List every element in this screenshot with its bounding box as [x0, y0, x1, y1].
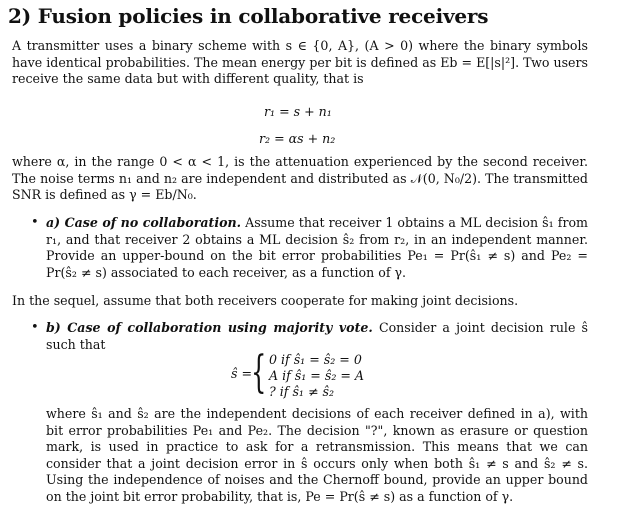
equation-r1: r₁ = s + n₁ — [264, 104, 332, 119]
part-b-text: Consider a joint decision rule ŝ such that — [46, 320, 588, 352]
part-a-label: a) Case of no collaboration. — [46, 215, 242, 230]
section-title: 2) Fusion policies in collaborative receivers — [8, 4, 489, 28]
noise-paragraph: where α, in the range 0 < α < 1, is the attenuation experienced by the second receiver. The noise terms n₁ and n₂ are independent and distributed as 𝒩(0, N₀/2). The transmitted SNR is defined as γ = Eb/N₀. — [12, 154, 588, 202]
decision-case: ? if ŝ₁ ≠ ŝ₂ — [269, 384, 335, 399]
equation-r2: r₂ = αs + n₂ — [259, 131, 336, 146]
part-a-text: Assume that receiver 1 obtains a ML decision ŝ₁ from r₁, and that receiver 2 obtains a ML decision ŝ₂ from r₂, in an independent manner. Provide an upper-bound on the bit error probabilities Pe₁ = Pr(ŝ₁ ≠ s) and Pe₂ = Pr(ŝ₂ ≠ s) associated to each receiver, as a function of γ. — [46, 215, 589, 280]
part-b-paragraph — [46, 320, 588, 353]
sequel-paragraph: In the sequel, assume that both receivers cooperate for making joint decisions. — [12, 293, 519, 308]
left-brace-icon: { — [251, 347, 267, 398]
decision-rule-lhs: ŝ = — [231, 366, 253, 381]
decision-rule — [231, 347, 401, 400]
bullet-icon: • — [31, 320, 39, 335]
decision-case: A if ŝ₁ = ŝ₂ = A — [269, 368, 365, 383]
part-b-paragraph-2: where ŝ₁ and ŝ₂ are the independent decisions of each receiver defined in a), with bit error probabilities Pe₁ and Pe₂. The decision "?", known as erasure or question mark, is used in practice to ask for a retransmission. This means that we can consider that a joint decision error in ŝ occurs only when both ŝ₁ ≠ s and ŝ₂ ≠ s. Using the independence of noises and the Chernoff bound, provide an upper bound on the joint bit error probability, that is, Pe = Pr(ŝ ≠ s) as a function of γ. — [46, 406, 588, 504]
decision-case: 0 if ŝ₁ = ŝ₂ = 0 — [269, 352, 362, 367]
part-b-label: b) Case of collaboration using majority vote. — [46, 320, 373, 335]
intro-paragraph: A transmitter uses a binary scheme with s ∈ {0, A}, (A > 0) where the binary symbols have identical probabilities. The mean energy per bit is defined as Eb = E[|s|²]. Two users receive the same data but with different quality, that is — [12, 38, 588, 86]
part-a-paragraph — [46, 215, 588, 281]
bullet-icon: • — [31, 215, 39, 230]
